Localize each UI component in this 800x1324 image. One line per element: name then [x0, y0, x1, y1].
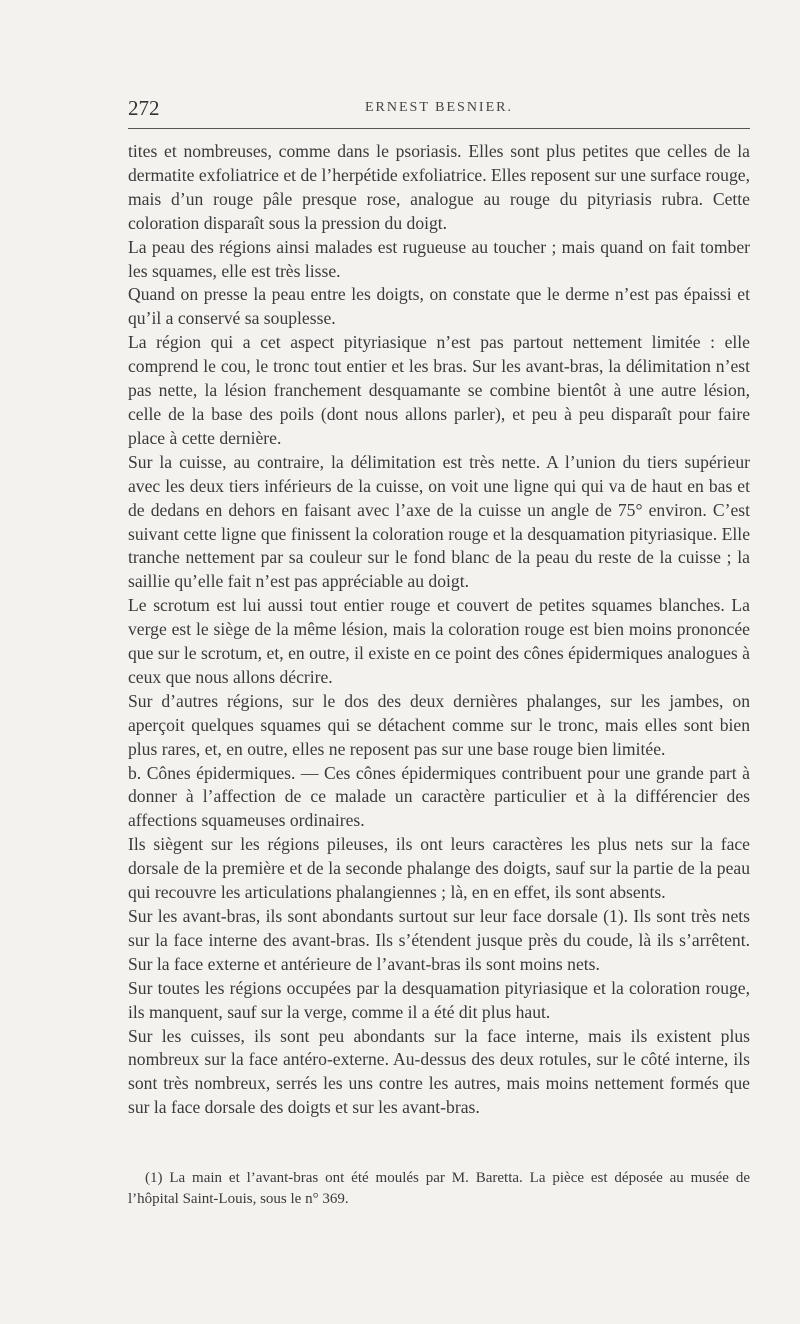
- footnote: (1) La main et l’avant-bras ont été moulés par M. Baretta. La pièce est déposée au musée de l’hôpital Saint-Louis, sous le n° 369.: [128, 1170, 750, 1207]
- paragraph: Sur les avant-bras, ils sont abondants surtout sur leur face dorsale (1). Ils sont très nets sur la face interne des avant-bras. Ils s’étendent jusque près du coude, là ils s’arrêtent. Sur la face externe et antérieure de l’avant-bras ils sont moins nets.: [128, 906, 750, 974]
- paragraph: b. Cônes épidermiques. — Ces cônes épidermiques contribuent pour une grande part à donner à l’affection de ce malade un caractère particulier et à la différencier des affections squameuses ordinaires.: [128, 762, 750, 831]
- paragraph: La région qui a cet aspect pityriasique n’est pas partout nettement limitée : elle comprend le cou, le tronc tout entier et les bras. Sur les avant-bras, la délimitation n’est pas nette, la lésion franchement desquamante se combine bientôt à une autre lésion, celle de la base des poils (dont nous allons parler), et peu à peu disparaît pour faire place à cette dernière.: [128, 332, 750, 448]
- paragraph: La peau des régions ainsi malades est rugueuse au toucher ; mais quand on fait tomber les squames, elle est très lisse.: [128, 236, 750, 281]
- paragraph: Sur toutes les régions occupées par la desquamation pityriasique et la coloration rouge, ils manquent, sauf sur la verge, comme il a été dit plus haut.: [128, 977, 750, 1022]
- running-title: ERNEST BESNIER.: [365, 100, 513, 115]
- paragraph: tites et nombreuses, comme dans le psoriasis. Elles sont plus petites que celles de la dermatite exfoliatrice et de l’herpétide exfoliatrice. Elles reposent sur une surface rouge, mais d’un rouge pâle presque rose, analogue au rouge du pityriasis rubra. Cette coloration disparaît sous la pression du doigt.: [128, 141, 750, 233]
- paragraph: Ils siègent sur les régions pileuses, ils ont leurs caractères les plus nets sur la face dorsale de la première et de la seconde phalange des doigts, sauf sur la partie de la peau qui recouvre les articulations phalangiennes ; là, en en effet, ils sont absents.: [128, 834, 750, 903]
- page-header: [128, 96, 750, 120]
- page-number: 272: [128, 96, 160, 120]
- header-rule: [128, 128, 750, 129]
- paragraph: Le scrotum est lui aussi tout entier rouge et couvert de petites squames blanches. La verge est le siège de la même lésion, mais la coloration rouge est bien moins prononcée que sur le scrotum, et, en outre, il existe en ce point des cônes épidermiques analogues à ceux que nous allons décrire.: [128, 595, 750, 687]
- paragraph: Quand on presse la peau entre les doigts, on constate que le derme n’est pas épaissi et qu’il a conservé sa souplesse.: [128, 284, 750, 329]
- paragraph: Sur la cuisse, au contraire, la délimitation est très nette. A l’union du tiers supérieur avec les deux tiers inférieurs de la cuisse, on voit une ligne qui qui va de haut en bas et de dedans en dehors en faisant avec l’axe de la cuisse un angle de 75° environ. C’est suivant cette ligne que finissent la coloration rouge et la desquamation pityriasique. Elle tranche nettement par sa couleur sur le fond blanc de la peau du reste de la cuisse ; la saillie qu’elle fait n’est pas appréciable au doigt.: [128, 451, 750, 592]
- paragraph: Sur d’autres régions, sur le dos des deux dernières phalanges, sur les jambes, on aperçoit quelques squames qui se détachent comme sur le tronc, mais elles sont bien plus rares, et, en outre, elles ne reposent pas sur une base rouge bien limitée.: [128, 690, 750, 759]
- body-text: [128, 140, 750, 1120]
- paragraph: Sur les cuisses, ils sont peu abondants sur la face interne, mais ils existent plus nombreux sur la face antéro-externe. Au-dessus des deux rotules, sur le côté interne, ils sont très nombreux, serrés les uns contre les autres, mais moins nettement formés que sur la face dorsale des doigts et sur les avant-bras.: [128, 1025, 750, 1118]
